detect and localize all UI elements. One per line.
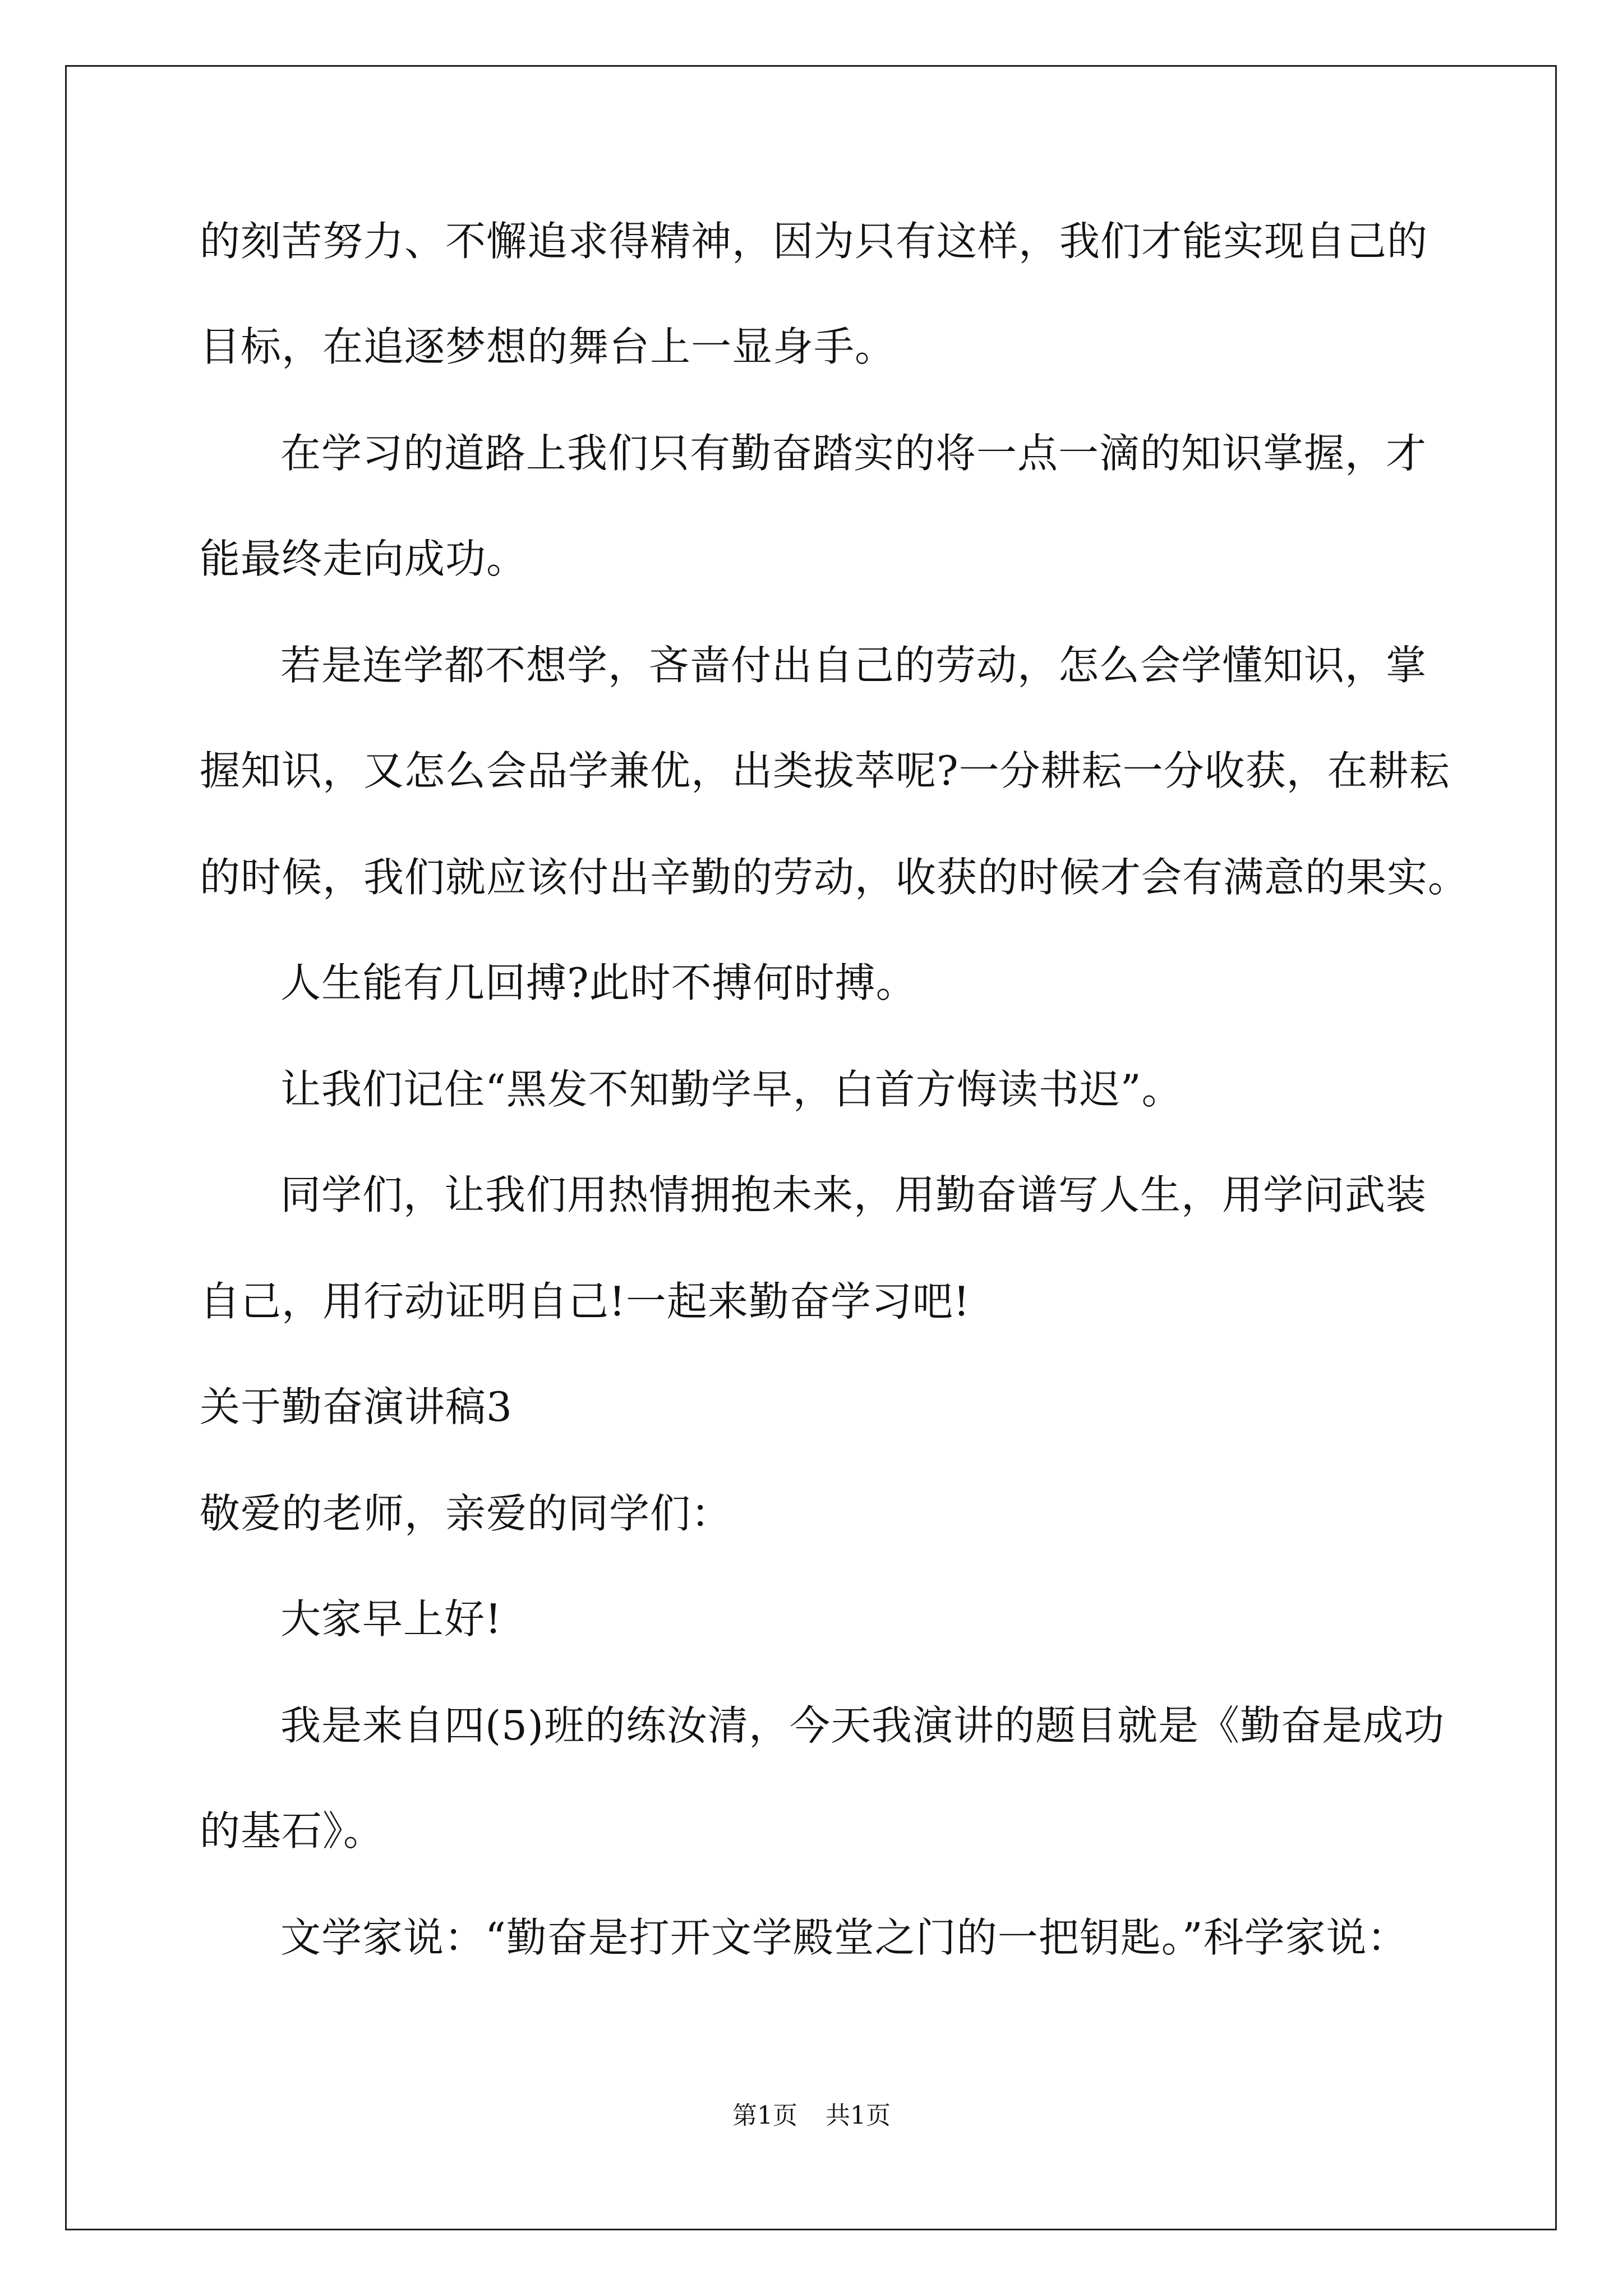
paragraph-start-line: 在学习的道路上我们只有勤奋踏实的将一点一滴的知识掌握，才 bbox=[280, 430, 1427, 477]
page-total: 共1页 bbox=[826, 2101, 891, 2130]
paragraph-start-line: 让我们记住“黑发不知勤学早，白首方悔读书迟”。 bbox=[280, 1066, 1183, 1113]
body-line: 握知识，又怎么会品学兼优，出类拔萃呢?一分耕耘一分收获，在耕耘 bbox=[200, 747, 1450, 794]
section-title: 关于勤奋演讲稿3 bbox=[200, 1383, 513, 1430]
salutation: 敬爱的老师，亲爱的同学们： bbox=[200, 1490, 732, 1537]
paragraph-start-line: 大家早上好! bbox=[280, 1595, 502, 1642]
paragraph-start-line: 文学家说：“勤奋是打开文学殿堂之门的一把钥匙。”科学家说： bbox=[280, 1914, 1408, 1961]
page-border bbox=[65, 65, 1557, 2230]
body-line: 的基石》。 bbox=[200, 1807, 385, 1855]
page-footer bbox=[0, 2099, 1623, 2133]
body-line: 自己，用行动证明自己!一起来勤奋学习吧! bbox=[200, 1278, 970, 1325]
paragraph-start-line: 人生能有几回搏?此时不搏何时搏。 bbox=[280, 959, 917, 1006]
paragraph-start-line: 我是来自四(5)班的练汝清，今天我演讲的题目就是《勤奋是成功 bbox=[280, 1702, 1445, 1749]
paragraph-start-line: 同学们，让我们用热情拥抱未来，用勤奋谱写人生，用学问武装 bbox=[280, 1171, 1427, 1218]
body-line: 的时候，我们就应该付出辛勤的劳动，收获的时候才会有满意的果实。 bbox=[200, 854, 1469, 901]
body-line: 的刻苦努力、不懈追求得精神，因为只有这样，我们才能实现自己的 bbox=[200, 218, 1428, 265]
paragraph-start-line: 若是连学都不想学，吝啬付出自己的劳动，怎么会学懂知识，掌 bbox=[280, 642, 1427, 689]
page-number: 第1页 bbox=[732, 2101, 797, 2130]
body-line: 能最终走向成功。 bbox=[200, 535, 528, 582]
body-line: 目标，在追逐梦想的舞台上一显身手。 bbox=[200, 323, 896, 370]
